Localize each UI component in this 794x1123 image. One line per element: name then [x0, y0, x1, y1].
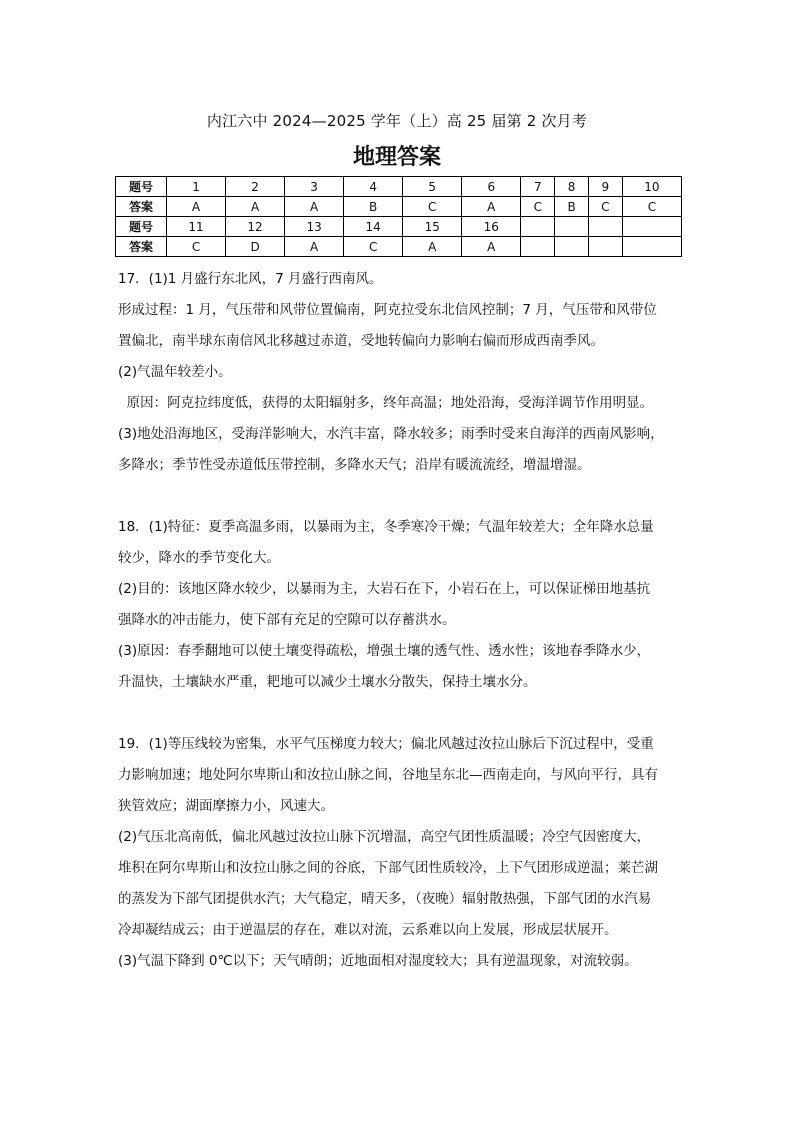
page-title: 地理答案 — [352, 144, 441, 170]
table-cell: 8 — [555, 177, 588, 197]
answer-line: 冷却凝结成云；由于逆温层的存在，难以对流，云系难以向上发展，形成层状展开。 — [118, 922, 618, 938]
table-cell: 11 — [167, 217, 226, 237]
answer-line: 多降水；季节性受赤道低压带控制，多降水天气；沿岸有暖流流经，增温增湿。 — [118, 457, 591, 473]
table-cell: A — [462, 237, 521, 257]
answer-line: 17．(1)1 月盛行东北风，7 月盛行西南风。 — [118, 271, 383, 287]
table-cell: A — [167, 197, 226, 217]
table-cell: 答案 — [116, 197, 167, 217]
table-cell: C — [167, 237, 226, 257]
answer-line: 力影响加速；地处阿尔卑斯山和汝拉山脉之间，谷地呈东北—西南走向，与风向平行，具有 — [118, 767, 658, 783]
table-cell — [555, 217, 588, 237]
table-cell: C — [344, 237, 403, 257]
table-cell — [588, 237, 622, 257]
answer-line: (2)目的：该地区降水较少，以暴雨为主，大岩石在下，小岩石在上，可以保证梯田地基抗 — [118, 581, 651, 597]
table-cell: C — [403, 197, 462, 217]
table-cell: 13 — [285, 217, 344, 237]
table-cell: 题号 — [116, 177, 167, 197]
answer-line: 18．(1)特征：夏季高温多雨，以暴雨为主，冬季寒冷干燥；气温年较差大；全年降水总量 — [118, 519, 654, 535]
answer-line: 19．(1)等压线较为密集，水平气压梯度力较大；偏北风越过汝拉山脉后下沉过程中，受重 — [118, 736, 654, 752]
answer-line: 较少，降水的季节变化大。 — [118, 550, 280, 566]
table-cell: 5 — [403, 177, 462, 197]
table-cell: 答案 — [116, 237, 167, 257]
table-row — [116, 177, 682, 197]
table-cell: 15 — [403, 217, 462, 237]
table-cell: A — [403, 237, 462, 257]
answer-line: 置偏北，南半球东南信风北移越过赤道，受地转偏向力影响右偏而形成西南季风。 — [118, 333, 604, 349]
table-cell: C — [622, 197, 681, 217]
table-cell: C — [588, 197, 622, 217]
table-cell: 1 — [167, 177, 226, 197]
question-17 — [118, 264, 684, 481]
answer-line: (3)地处沿海地区，受海洋影响大，水汽丰富，降水较多；雨季时受来自海洋的西南风影响， — [118, 426, 664, 442]
exam-title: 内江六中 2024—2025 学年（上）高 25 届第 2 次月考 — [206, 112, 588, 130]
answer-line: (2)气压北高南低，偏北风越过汝拉山脉下沉增温，高空气团性质温暖；冷空气因密度大， — [118, 829, 651, 845]
section-gap — [118, 481, 684, 512]
table-cell — [588, 217, 622, 237]
question-18 — [118, 512, 684, 698]
table-cell: 题号 — [116, 217, 167, 237]
table-cell: 10 — [622, 177, 681, 197]
table-cell — [521, 237, 555, 257]
table-cell: C — [521, 197, 555, 217]
table-cell: 2 — [226, 177, 285, 197]
table-cell: 7 — [521, 177, 555, 197]
table-row — [116, 197, 682, 217]
table-cell: B — [555, 197, 588, 217]
answer-line: 强降水的冲击能力，使下部有充足的空隙可以存蓄洪水。 — [118, 612, 456, 628]
table-cell: 3 — [285, 177, 344, 197]
table-cell: D — [226, 237, 285, 257]
answer-line: (2)气温年较差小。 — [118, 364, 232, 380]
table-cell: A — [226, 197, 285, 217]
answer-content — [118, 264, 684, 977]
table-cell: 6 — [462, 177, 521, 197]
answer-line: 狭管效应；湖面摩擦力小，风速大。 — [118, 798, 334, 814]
answer-line: 原因：阿克拉纬度低，获得的太阳辐射多，终年高温；地处沿海，受海洋调节作用明显。 — [118, 395, 654, 411]
table-cell: 12 — [226, 217, 285, 237]
table-cell: 9 — [588, 177, 622, 197]
table-cell: 4 — [344, 177, 403, 197]
table-cell: A — [462, 197, 521, 217]
table-cell — [622, 237, 681, 257]
answer-line: 堆积在阿尔卑斯山和汝拉山脉之间的谷底，下部气团性质较冷，上下气团形成逆温；莱芒湖 — [118, 860, 658, 876]
answer-line: 形成过程：1 月，气压带和风带位置偏南，阿克拉受东北信风控制；7 月，气压带和风带位 — [118, 302, 657, 318]
question-19 — [118, 729, 684, 977]
table-cell — [555, 237, 588, 257]
answer-table — [115, 176, 682, 257]
answer-line: (3)气温下降到 0℃以下；天气晴朗；近地面相对湿度较大；具有逆温现象，对流较弱。 — [118, 953, 638, 969]
table-cell: A — [285, 237, 344, 257]
answer-line: (3)原因：春季翻地可以使土壤变得疏松，增强土壤的透气性、透水性；该地春季降水少， — [118, 643, 651, 659]
table-cell — [622, 217, 681, 237]
section-gap — [118, 698, 684, 729]
answer-line: 的蒸发为下部气团提供水汽；大气稳定，晴天多，（夜晚）辐射散热强，下部气团的水汽易 — [118, 891, 652, 907]
table-row — [116, 217, 682, 237]
answer-line: 升温快，土壤缺水严重，耙地可以减少土壤水分散失，保持土壤水分。 — [118, 674, 537, 690]
table-cell — [521, 217, 555, 237]
table-cell: B — [344, 197, 403, 217]
table-cell: 14 — [344, 217, 403, 237]
table-row — [116, 237, 682, 257]
table-cell: A — [285, 197, 344, 217]
table-cell: 16 — [462, 217, 521, 237]
